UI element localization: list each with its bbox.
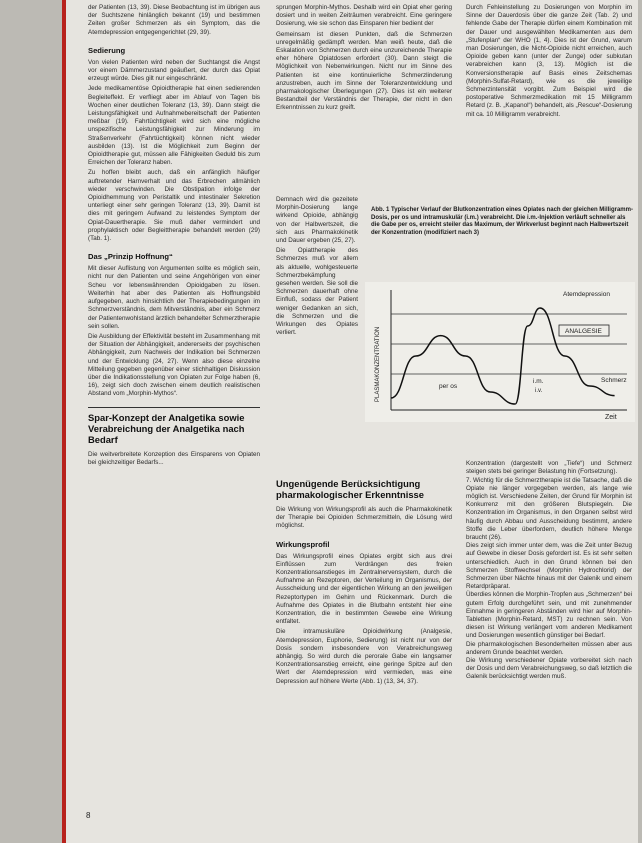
x-axis-label: Zeit <box>605 414 617 421</box>
section-heading-spar-konzept: Spar-Konzept der Analgetika sowie Verabreichung der Analgetika nach Bedarf <box>88 411 245 445</box>
sedierung-paragraph-3: Zu hoffen bleibt auch, daß ein anfänglich häufiger auftretender Harnverhalt und das Erbrechen allmählich wieder verschwinden. Die Obstipation infolge der Opioidhemmung von Peristaltik und intestinaler Sekretion unterliegt einer sehr geringen Toleranz (13, 39). Damit ist dies mit geringem Aufwand zu leistendes Symptom der Opiat-Dauertherapie. Sie muß daher vermindert und prophylaktisch oder Begleittherapie behandelt werden (29) (Tab. 1). <box>88 169 260 243</box>
page-number: 8 <box>86 811 91 820</box>
schmerz-label: Schmerz <box>601 377 627 384</box>
wirkungsprofil-paragraph-2: Die intramuskuläre Opioidwirkung (Analgesie, Atemdepression, Euphorie, Sedierung) ist nicht nur von der Dosis sondern insbesondere von Verabreichungsweg abhängig. So wird durch die perorale Gabe ein langsamer Konzentrationsanstieg erreicht, eine geringe Spitze auf den Wert der Atemdepression wird vermieden, was eine Depression auf höhere Werte (Abb. 1) (13, 34, 37). <box>276 628 452 685</box>
column-2-narrow <box>276 196 358 339</box>
section-heading-prinzip-hoffnung: Das „Prinzip Hoffnung“ <box>88 252 173 262</box>
col3-bottom-text: Konzentration (dargestellt von „Tiefe“) und Schmerz steigen stets bei geringer Belastung hin (Fortsetzung). 7. Wichtig für die Schmerztherapie ist die Tatsache, daß die Opiate nie länger vorgegeben werden, als lange wie möglich ist. Verschiedene Zeiten, der Grund für Morphin ist Konkurrenz mit den größeren Blutspiegeln. Die Konzentration im Organismus, in den Organen selbst wird häufig durch Abbau und Ausscheidung bestimmt, andere Stoffe die Leber überfordern, deutlich höhere Menge braucht (26). Dies zeigt sich immer unter dem, was die Zeit unter Bezug auf Gewebe in dieser Dosis gefordert ist. Es ist sehr selten unterschiedlich. Auch in den Grund können bei den Schmerzen Stoffwechsel (Morphin Hydrochlorid) der Schmerzen über Nächte hinaus mit der Galenik und einem Retardpräparat. Überdies können die Morphin-Tropfen aus „Schmerzen“ bei gutem Erfolg durchgeführt sein, und mit zunehmender Einnahme in geringeren Abständen wird hier auf Morphin-Tabletten (Morphin-Retard, MST) zu rechnen sein. Von diesen ist Wirkung verlängert vom anderen Medikament und Dosierungen wesentlich günstiger bei Bedarf. Die pharmakologischen Besonderheiten müssen aber aus anderem Grunde beachtet werden. Die Wirkung verschiedener Opiate vorbereitet sich nach der Dosis und dem Verabreichungsweg, so daß letztlich die Galenik berücksichtigt werden muß. <box>466 460 632 681</box>
col2-paragraph-3: Demnach wird die gezeitete Morphin-Dosierung lange wirkend Opioide, abhängig von der Halbwertszeit, die sich aus Pharmakokinetik und Dauer ergeben (25, 27). <box>276 196 358 245</box>
intro-paragraph: der Patienten (13, 39). Diese Beobachtung ist im übrigen aus der Suchtszene hinlänglich bekannt (19) und bestimmen Zeiten großer Schmerzen als ein Symptom, das die Atemdepression entgegengerichtet (29, 39). <box>88 4 260 36</box>
column-2-bottom <box>276 478 452 688</box>
prinzip-paragraph-2: Die Ausbildung der Effektivität besteht im Zusammenhang mit der Situation der Abhängigkeit, andererseits der psychischen Abhängigkeit, zum Nachweis der Indikation bei Schmerzen und der Entwicklung (24, 27). Wenn also diese einzelne Mitteilung gegeben gegenüber einer stichhaltigen Diskussion über die Indikationsstellung von Opiaten zur Folge haben (6, 16), zeigt sich doch zwischen einem deutlich realistischen Abstand vom „Morphin-Mythos“. <box>88 332 260 398</box>
column-3-bottom <box>466 452 632 692</box>
im-label: i.m. <box>533 378 544 385</box>
y-axis-label: PLASMAKONZENTRATION <box>375 326 381 402</box>
prinzip-paragraph-1: Mit dieser Auflistung von Argumenten sollte es möglich sein, nicht nur den Patienten und seine Angehörigen von einer Scheu vor lebenswährenden Opioidgaben zu lösen. Weiterhin hat aber des Patienten als Hoffnungsbild aufgegeben, auch hinsichtlich der Therapiebedingungen im Schmerzverständnis, dem Mitverständnis, aber ein Schmerz der Patientenwohlstand ärztlich behandelter Schmerztherapie sein sollen. <box>88 265 260 330</box>
section-rule <box>88 407 260 408</box>
col2-paragraph-4: Die Opiattherapie des Schmerzes muß vor allem als aktuelle, wohlgesteuerte Schmerzbekämpfung gesehen werden. Sie soll die Schmerzen dauerhaft ohne Einfluß, sodass der Patient weniger Gedanken an sich, die Schmerzen und die Wirkungen des Opiates verliert. <box>276 247 358 337</box>
spar-paragraph-1: Die weitverbreitete Konzeption des Einsparens von Opiaten bei gleichzeitiger Bedarfs... <box>88 450 260 466</box>
pharmakologie-intro: Die Wirkung von Wirkungsprofil als auch die Pharmakokinetik der Therapie bei Opioiden Schmerzmitteln, die Lösung wird möglichst. <box>276 506 452 530</box>
col2-paragraph-2: Gemeinsam ist diesen Punkten, daß die Schmerzen unregelmäßig gedämpft werden. Man weiß heute, daß die Eskalation von Schmerzen durch eine unzureichende Therapie eher höhere Opiatdosen erfordert (30). Dann steigt die Möglichkeit von Nebenwirkungen. Nicht nur im Sinne des Patienten ist eine kontinuierliche Schmerzlinderung anzustreben, auch im Sinne der Toleranzentwicklung und pharmakologischer Überlegungen (27). Dies ist ein weiterer Bestandteil der Verständnis der Therapie, der nicht in den Erkenntnissen zu kurz greift. <box>276 30 452 112</box>
col3-top-paragraph: Durch Fehleinstellung zu Dosierungen von Morphin im Sinne der Dauerdosis über die ganze Zeit (Tab. 2) und fehlende Gabe der Therapie dürfen einem Kombination mit der Dauer und ausgewählten Medikamenten aus dem „Stufenplan“ der WHO (1, 4). Dies ist der Grund, warum man Dosierungen, die Nicht-Opioide nicht erreichen, auch Opioide geben kann (unter der Zunge) oder subkutan verabreichen kann (3, 13). Möglich ist die Konversionstherapie auf Basis eines Zeitschemas (Morphin-Sulfat-Retard), wie es die jeweilige Schmerzintensität vorgibt. Zum Beispiel wird die postoperative Schmerzmedikation mit 15 Milligramm Retard (z. B. „Kapanol“) behandelt, als „Rescue“-Dosierung mit ca. 10 Milligramm verabreicht. <box>466 4 632 118</box>
wirkungsprofil-paragraph-1: Das Wirkungsprofil eines Opiates ergibt sich aus drei Einflüssen zum Verdrängen des freien Konzentrationsanstieges im Zentralnervensystem, durch die Aufnahme an Rezeptoren, der Verteilung im Organismus, der Ausscheidung und der eigentlichen Wirkung an den jeweiligen Rezeptortypen im Gehirn und Rückenmark. Durch die Aufnahme des Opiates in die Blutbahn entsteht hier eine Konzentration, die in bestimmten Gewebe eine Wirkung entfaltet. <box>276 552 452 626</box>
section-heading-pharmakologie: Ungenügende Berücksichtigung pharmakologischer Erkenntnisse <box>276 478 424 500</box>
section-heading-sedierung: Sedierung <box>88 45 126 55</box>
section-heading-wirkungsprofil: Wirkungsprofil <box>276 539 330 549</box>
analgesie-label: ANALGESIE <box>565 328 602 335</box>
column-2-top <box>276 4 452 115</box>
col2-paragraph-1: sprungen Morphin-Mythos. Deshalb wird ein Opiat eher gering dosiert und in weiten Zeiträumen verabreicht. Eine geringere Dosierung, wie sie schon das Einsparen hier bedient der <box>276 4 452 28</box>
column-3-top <box>466 4 632 121</box>
sedierung-paragraph-2: Jede medikamentöse Opioidtherapie hat einen sedierenden Begleiteffekt. Er verfliegt aber im Ablauf von Tagen bis Wochen einer deutlichen Toleranz (13, 39). Dann steigt die Leistungsfähigkeit und Aufnahmebereitschaft der Patienten meßbar (19). Fahrtüchtigkeit wird sich eine mögliche unspezifische Leistungsfähigkeit zur Minderung im Straßenverkehr (Fahrtüchtigkeit) können nicht wieder ausbilden (13). Ist die Möglichkeit zum Beginn der Opioidtherapie gut, müssen alle Fähigkeiten Geduld bis zum Erreichen der Toleranz haben. <box>88 85 260 167</box>
figure-caption: Abb. 1 Typischer Verlauf der Blutkonzentration eines Opiates nach der gleichen Milligramm-Dosis, per os und intramuskulär (i.m.) verabreicht. Die i.m.-Injektion verläuft schneller als die Gabe per os, erreicht steiler das Maximum, der Wirkverlust beginnt nach Halbwertszeit der Konzentration (modifiziert nach 3) <box>371 207 633 236</box>
iv-label: i.v. <box>535 388 543 394</box>
figure-chart <box>365 282 635 422</box>
sedierung-paragraph-1: Von vielen Patienten wird neben der Suchtangst die Angst vor einem Dämmerzustand geäußert, der durch das Opiat erzeugt würde. Dies gilt nur eingeschränkt. <box>88 58 260 83</box>
atemdepression-label: Atemdepression <box>563 291 610 298</box>
column-1 <box>88 4 260 469</box>
per-os-label: per os <box>439 383 458 390</box>
